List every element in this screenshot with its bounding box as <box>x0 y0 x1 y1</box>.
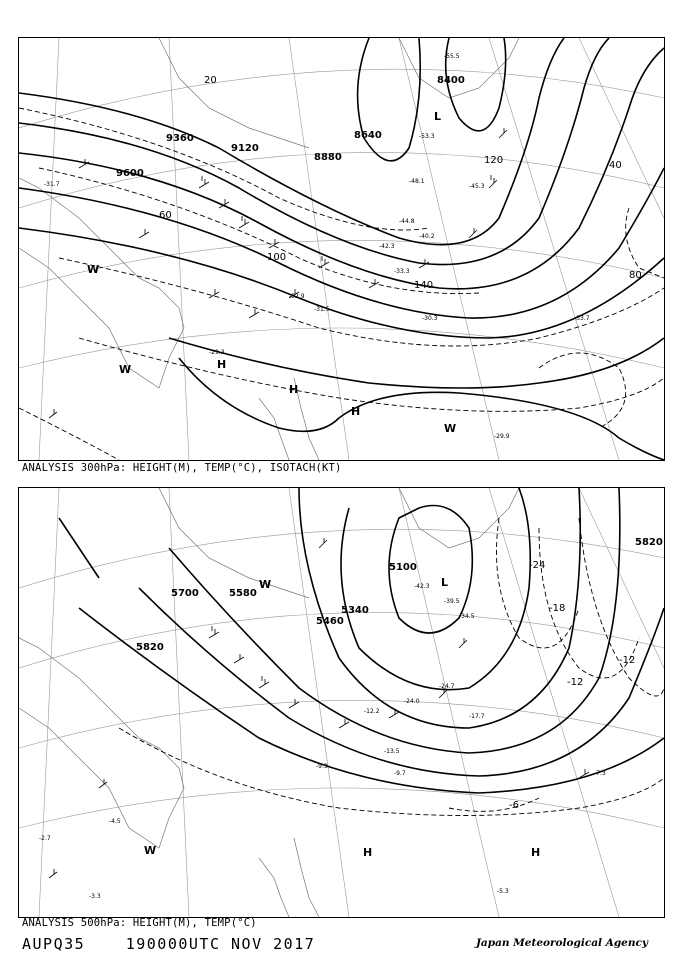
caption-500hpa: ANALYSIS 500hPa: HEIGHT(M), TEMP(°C) <box>22 917 257 929</box>
warm-symbol: W <box>119 363 132 376</box>
height-label: 9360 <box>166 133 194 144</box>
isotach-label: 120 <box>484 155 504 166</box>
temp-label: -31.5 <box>314 306 330 313</box>
isotach-label: 140 <box>414 280 434 291</box>
warm-symbol: W <box>144 844 157 857</box>
low-symbol: L <box>434 110 442 123</box>
agency-name: Japan Meteorological Agency <box>475 937 648 949</box>
temp-label: -24.7 <box>439 683 455 690</box>
chart-300hpa-map <box>19 38 664 460</box>
temp-label: -30.3 <box>422 315 438 322</box>
height-label: 8400 <box>437 75 465 86</box>
height-label: 8880 <box>314 152 342 163</box>
temp-label: -3.3 <box>89 893 101 900</box>
height-label: 5460 <box>316 616 344 627</box>
height-contours <box>19 38 664 460</box>
isotherm-label: -18 <box>549 603 566 614</box>
graticule <box>19 38 664 460</box>
height-label: 9600 <box>116 168 144 179</box>
high-symbol: H <box>531 846 541 859</box>
chart-500hpa-map <box>19 488 664 917</box>
isotherm-label: -6 <box>509 800 519 811</box>
high-symbol: H <box>289 383 299 396</box>
height-label: 5820 <box>136 642 164 653</box>
temp-label: -13.5 <box>384 748 400 755</box>
temp-label: -32.9 <box>289 293 305 300</box>
temp-label: -31.7 <box>44 181 60 188</box>
temp-label: -39.5 <box>444 598 460 605</box>
isotach-label: 100 <box>267 252 287 263</box>
isotherm-label: -12 <box>567 677 584 688</box>
temp-label: -9.3 <box>316 763 328 770</box>
temp-label: -53.3 <box>419 133 435 140</box>
chart-300hpa <box>18 37 665 461</box>
temp-label: -55.5 <box>444 53 460 60</box>
temp-label: -40.2 <box>419 233 435 240</box>
low-symbol: L <box>441 576 449 589</box>
temp-label: -29.3 <box>209 349 225 356</box>
temp-label: -24.0 <box>404 698 420 705</box>
height-label: 5580 <box>229 588 257 599</box>
temp-label: -29.9 <box>494 433 510 440</box>
temp-label: -42.3 <box>414 583 430 590</box>
isotherm-label: -12 <box>619 655 636 666</box>
temp-label: -7.3 <box>594 770 606 777</box>
temp-label: -33.3 <box>394 268 410 275</box>
coastline <box>19 38 519 460</box>
height-label: 9120 <box>231 143 259 154</box>
height-label: 5700 <box>171 588 199 599</box>
temp-label: -17.7 <box>469 713 485 720</box>
height-label: 8640 <box>354 130 382 141</box>
isotach-label: 60 <box>159 210 172 221</box>
temp-label: -44.8 <box>399 218 415 225</box>
wind-barbs <box>49 538 589 878</box>
height-contours <box>59 488 664 793</box>
temp-label: -2.7 <box>39 835 51 842</box>
temp-label: -42.3 <box>379 243 395 250</box>
isotach-label: 40 <box>609 160 622 171</box>
warm-symbol: W <box>259 578 272 591</box>
warm-symbol: W <box>444 422 457 435</box>
caption-300hpa: ANALYSIS 300hPa: HEIGHT(M), TEMP(°C), ISOTACH(KT) <box>22 462 342 474</box>
high-symbol: H <box>363 846 373 859</box>
temp-label: -45.3 <box>469 183 485 190</box>
high-symbol: H <box>351 405 361 418</box>
valid-time: 190000UTC NOV 2017 <box>125 935 316 953</box>
isotach-label: 20 <box>204 75 217 86</box>
temp-label: -34.5 <box>459 613 475 620</box>
isotach-label: 80 <box>629 270 642 281</box>
height-label: 5100 <box>389 562 417 573</box>
temp-label: -9.7 <box>394 770 406 777</box>
high-symbol: H <box>217 358 227 371</box>
height-label: 5820 <box>635 537 663 548</box>
height-label: 5340 <box>341 605 369 616</box>
chart-500hpa <box>18 487 665 918</box>
temp-label: -4.5 <box>109 818 121 825</box>
warm-symbol: W <box>87 263 100 276</box>
footer <box>22 935 345 953</box>
isotherm-label: -24 <box>529 560 546 571</box>
temp-label: -5.3 <box>497 888 509 895</box>
temp-label: -33.7 <box>574 315 590 322</box>
temp-label: -12.2 <box>364 708 380 715</box>
temp-label: -48.1 <box>409 178 425 185</box>
chart-code: AUPQ35 <box>22 935 86 953</box>
